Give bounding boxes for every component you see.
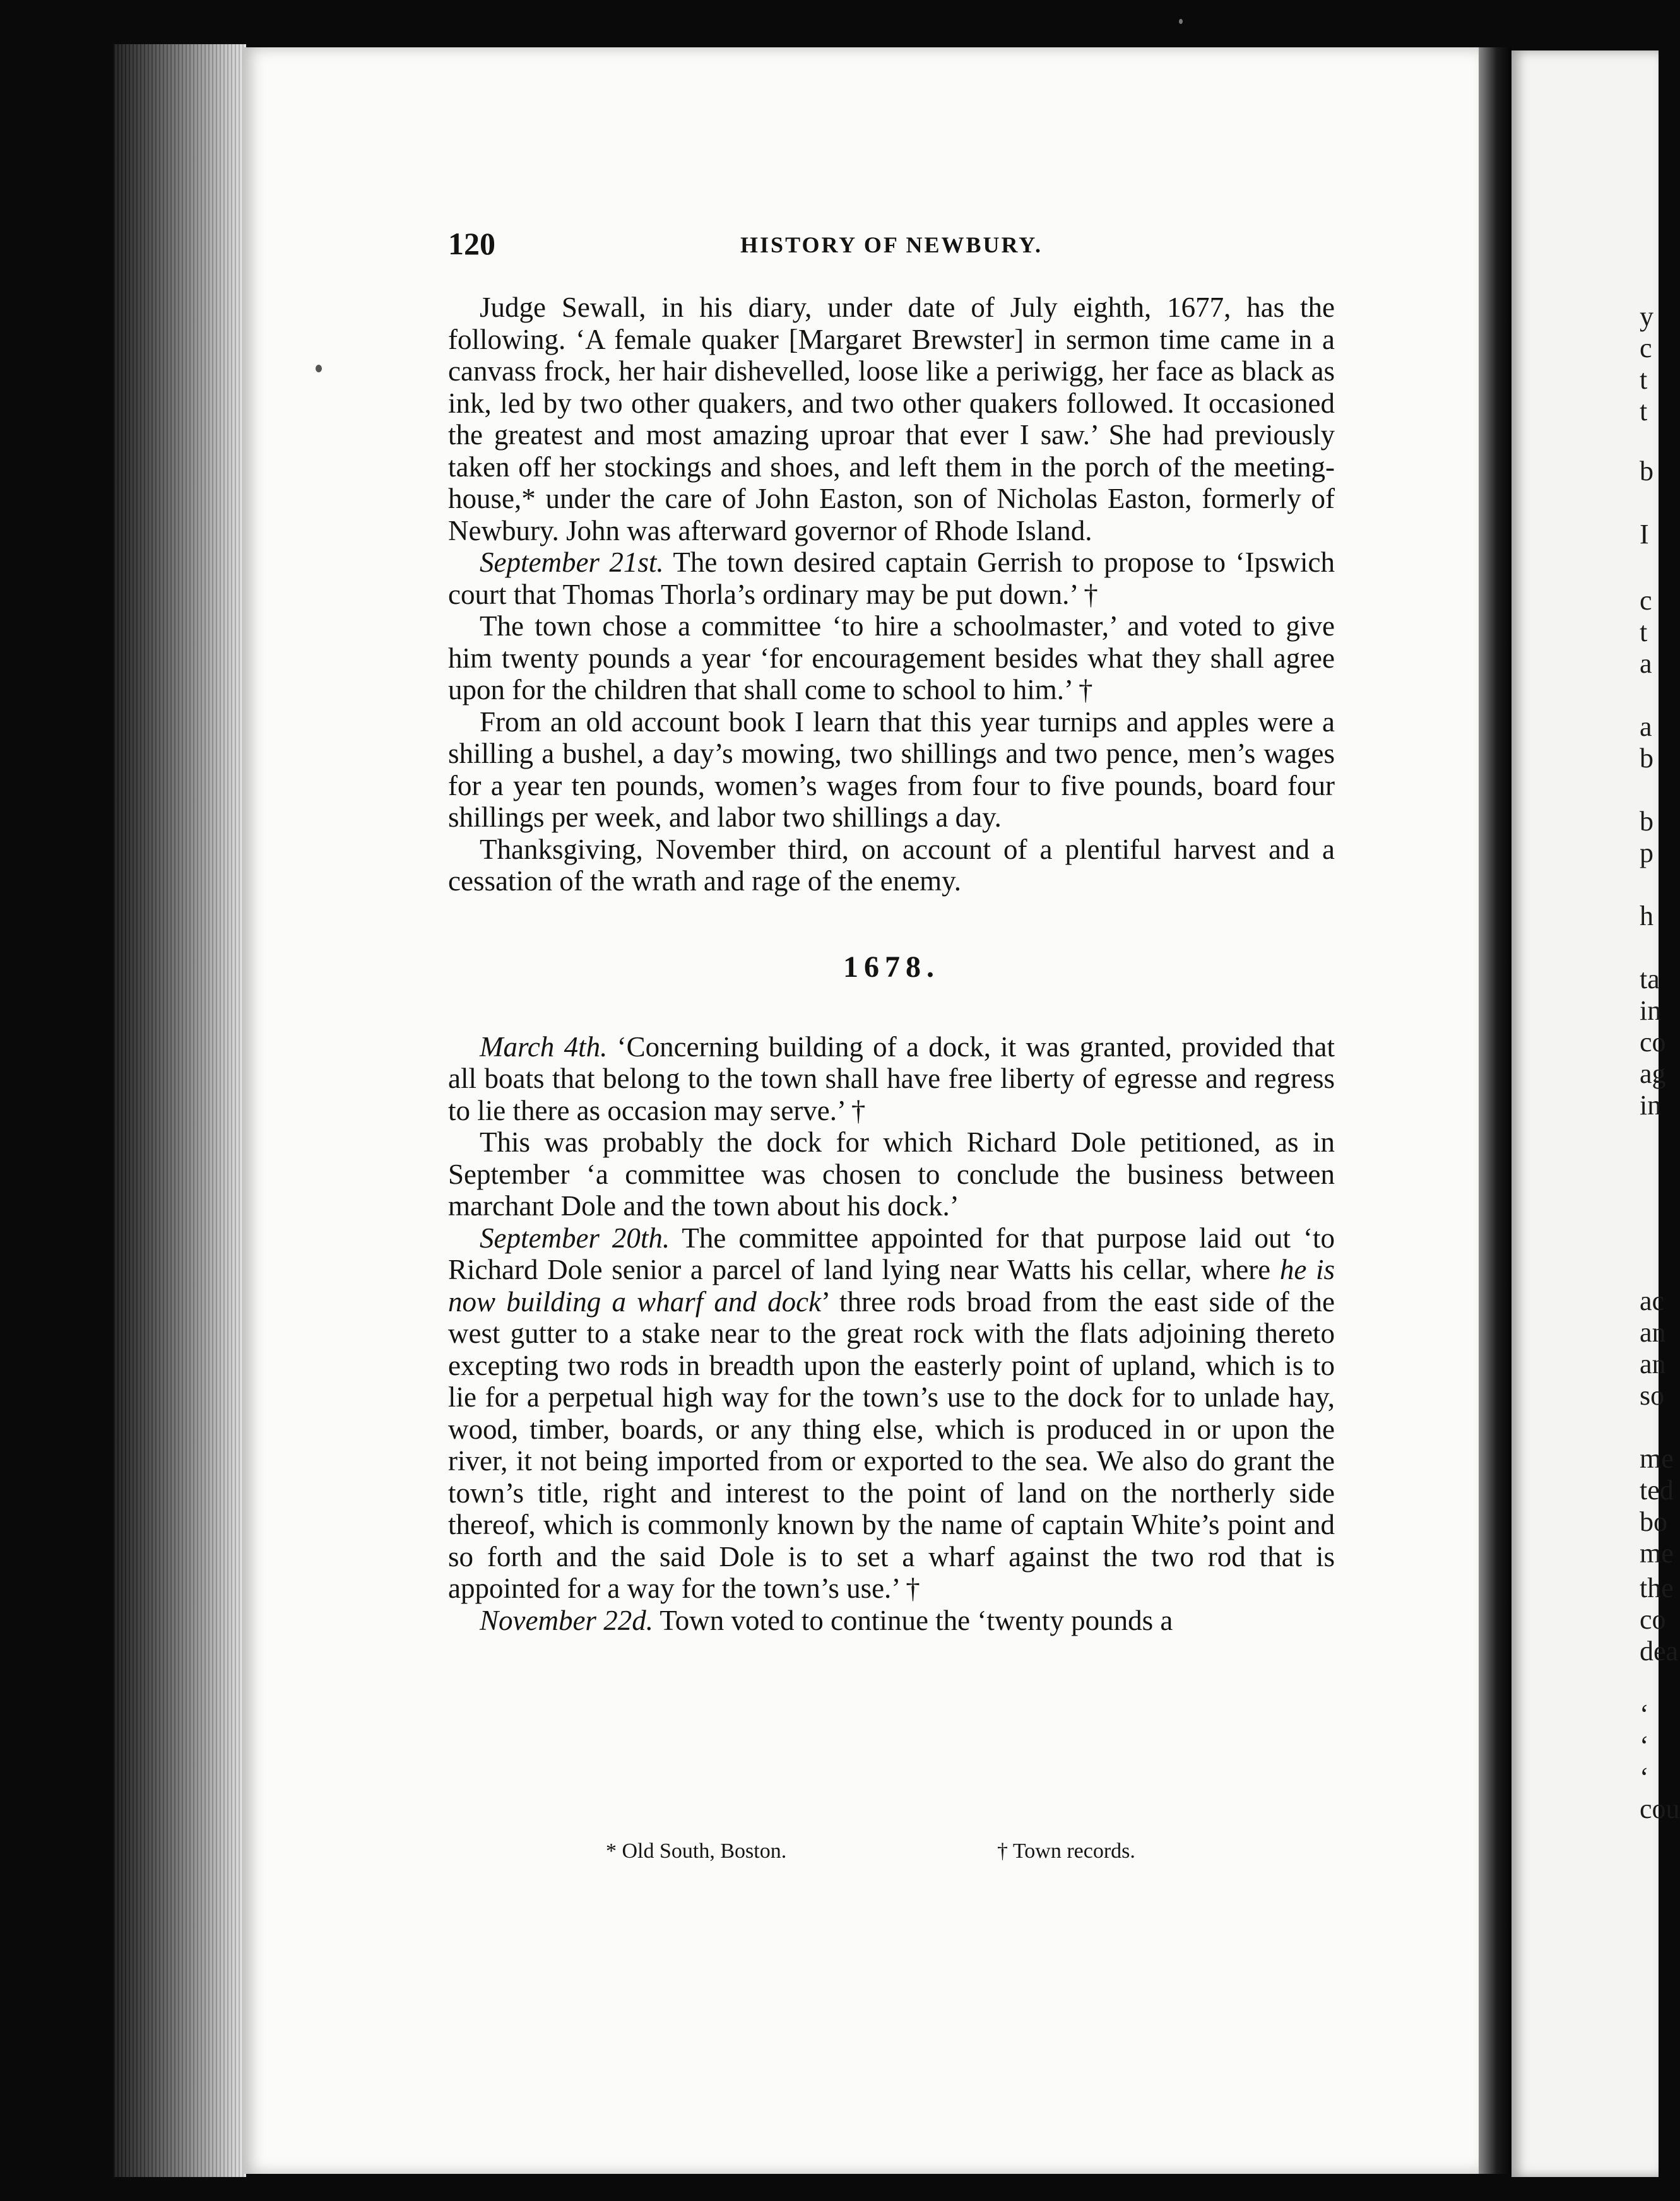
paragraph-dole-dock: This was probably the dock for which Richard Dole petitioned, as in September ‘a committee was chosen to conclude the business between marchant Dole and the town about his dock.’ [448,1126,1335,1222]
paragraph-sewall-diary: Judge Sewall, in his diary, under date of July eighth, 1677, has the following. ‘A female quaker [Margaret Brewster] in sermon time came in a canvass frock, her hair dishevelled, loose like a periwigg, her face as black as ink, led by two other quakers, and two other quakers followed. It occasioned the greatest and most amazing uproar that ever I saw.’ She had previously taken off her stockings and shoes, and left them in the porch of the meeting-house,* under the care of John Easton, son of Nicholas Easton, formerly of Newbury. John was afterward governor of Rhode Island. [448,292,1335,546]
scan-speck [316,365,322,372]
edge-fragment: the [1640,1573,1674,1603]
edge-fragment: ta [1640,964,1660,994]
entry-text: ‘Concerning building of a dock, it was granted, provided that all boats that belong to the town shall have free liberty of egresse and regress to lie there as occasion may serve.’ † [448,1030,1335,1126]
edge-fragment: p [1640,837,1653,868]
body-text [448,292,1335,1636]
entry-italic-quote: he is now building a wharf and dock [448,1254,1335,1318]
edge-fragment: ted [1640,1475,1674,1506]
edge-fragment: c [1640,585,1652,616]
paragraph-sept-20 [448,1222,1335,1605]
year-heading: 1678. [843,950,940,984]
edge-fragment: ‘ [1640,1762,1649,1793]
entry-text: The town desired captain Gerrish to propose to ‘Ipswich court that Thomas Thorla’s ordinary may be put down.’ † [448,546,1335,610]
paragraph-thanksgiving: Thanksgiving, November third, on account of a plentiful harvest and a cessation of the wrath and rage of the enemy. [448,833,1335,897]
edge-fragment: t [1640,617,1648,647]
edge-fragment: a [1640,648,1652,679]
edge-fragment: ‘ [1640,1699,1649,1730]
edge-fragment: y [1640,301,1653,332]
edge-fragment: dea [1640,1636,1679,1667]
edge-fragment: a [1640,711,1652,742]
edge-fragment: b [1640,806,1653,837]
paragraph-nov-22 [448,1605,1335,1637]
edge-fragment: ‘ [1640,1730,1649,1761]
entry-date: November 22d. [480,1604,653,1636]
footnote-star: * Old South, Boston. [606,1839,787,1863]
edge-fragment: c [1640,333,1652,363]
paragraph-account-book: From an old account book I learn that this year turnips and apples were a shilling a bushel, a day’s mowing, two shillings and two pence, men’s wages for a year ten pounds, women’s wages from four to five pounds, board four shillings per week, and labor two shillings a day. [448,705,1335,833]
running-head [448,225,1335,263]
book-binding-edge [114,44,246,2177]
edge-fragment: b [1640,456,1653,487]
edge-fragment: t [1640,364,1648,395]
paragraph-march-4 [448,1031,1335,1127]
edge-fragment: me [1640,1443,1674,1474]
page-number: 120 [448,226,495,261]
paragraph-sept-21 [448,546,1335,610]
entry-date: March 4th. [480,1030,608,1063]
edge-fragment: bo [1640,1506,1667,1537]
edge-fragment: cou [1640,1793,1680,1824]
edge-fragment: me [1640,1538,1674,1569]
edge-fragment: in [1640,1090,1662,1121]
page-gutter [1479,47,1511,2174]
edge-fragment: an [1640,1348,1666,1379]
edge-fragment: ag [1640,1058,1666,1089]
paragraph-schoolmaster: The town chose a committee ‘to hire a schoolmaster,’ and voted to give him twenty pounds a year ‘for encouragement besides what they shall agree upon for the children that shall come to school to him.’ † [448,610,1335,705]
entry-date: September 21st. [480,546,664,578]
edge-fragment: co [1640,1604,1666,1635]
entry-text: The committee appointed for that purpose laid out ‘to Richard Dole senior a parcel of land lying near Watts his cellar, where [448,1222,1335,1285]
edge-fragment: so [1640,1380,1665,1411]
entry-text: ’ three rods broad from the east side of the west gutter to a stake near to the great rock with the flats adjoining thereto excepting two rods in breadth upon the easterly point of upland, which is to lie for a perpetual high way for the town’s use to the dock for to unlade hay, wood, timber, boards, or any thing else, which is produced in or upon the river, it not being imported from or exported to the sea. We also do grant the town’s title, right and interest to the point of land on the northerly side thereof, which is commonly known by the name of captain White’s point and so forth and the said Dole is to set a wharf against the two rod that is appointed for a way for the town’s use.’ † [448,1285,1335,1604]
edge-fragment: ac [1640,1285,1665,1316]
footnote-dagger: † Town records. [997,1839,1135,1863]
edge-fragment: in [1640,995,1662,1026]
edge-fragment: b [1640,743,1653,774]
edge-fragment: I [1640,519,1649,550]
entry-date: September 20th. [480,1222,670,1254]
edge-fragment: an [1640,1317,1666,1348]
running-title: HISTORY OF NEWBURY. [740,232,1043,257]
edge-fragment: h [1640,900,1653,931]
entry-text: Town voted to continue the ‘twenty pounds a [653,1604,1173,1636]
edge-fragment: co [1640,1027,1666,1058]
scan-speck [1179,19,1183,24]
edge-fragment: t [1640,396,1648,427]
